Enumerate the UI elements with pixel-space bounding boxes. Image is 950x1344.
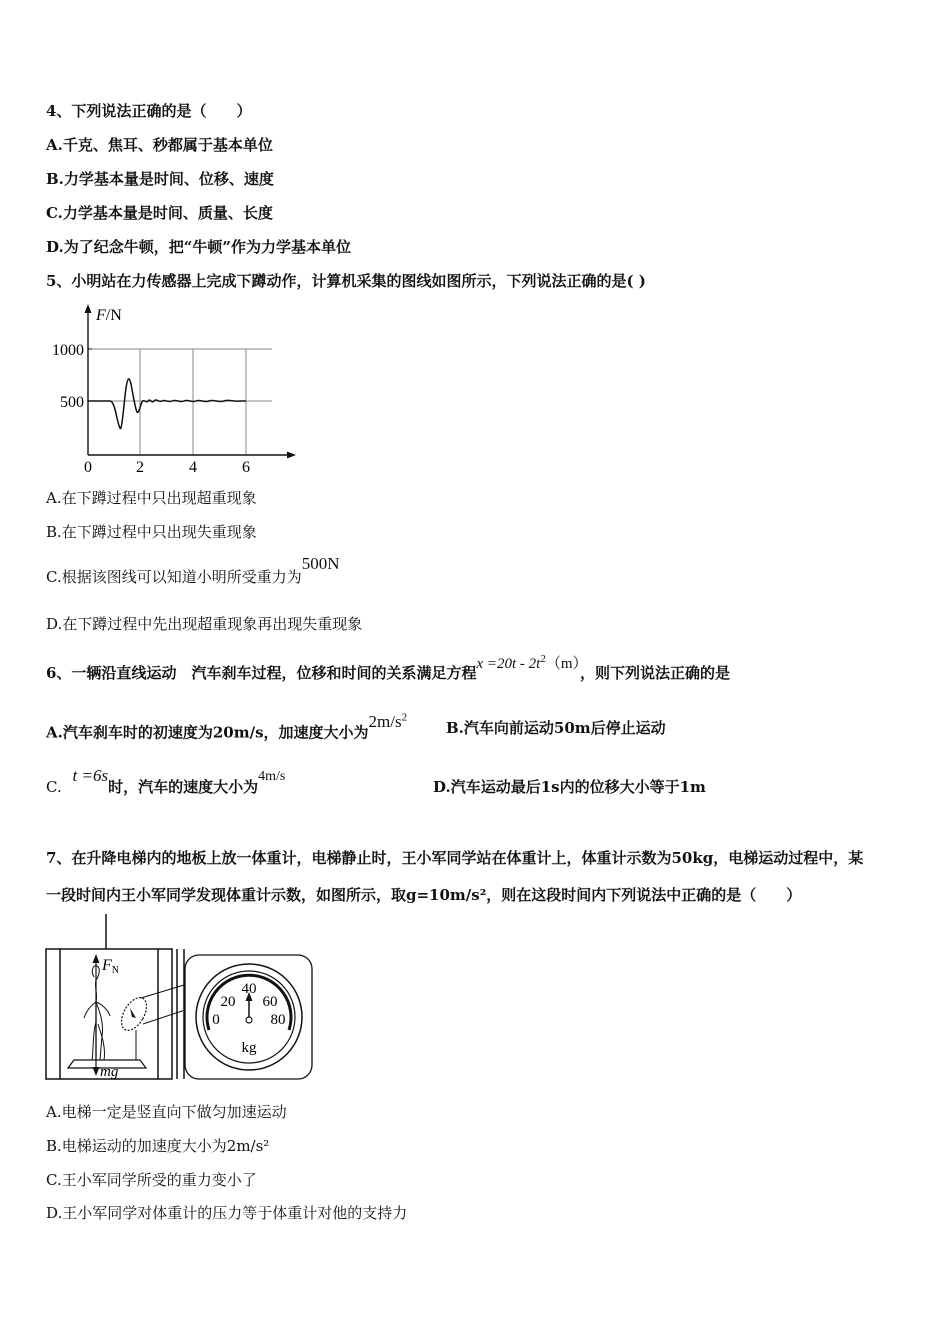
dial-hub — [246, 1017, 252, 1023]
q7-stem-line2: 一段时间内王小军同学发现体重计示数，如图所示，取g=10m/s²，则在这段时间内下列说法中正确的是（ ） — [46, 886, 802, 904]
q6-equation — [476, 653, 580, 672]
q6-option-a-exp: 2 — [401, 711, 408, 723]
q6-stem — [46, 653, 731, 684]
q5-option-c-text: C.根据该图线可以知道小明所受重力为 — [46, 568, 302, 586]
q6-equation-exp: 2 — [540, 653, 546, 665]
q5-option-c — [46, 554, 340, 587]
dial-tick-20: 20 — [220, 994, 236, 1010]
q5-option-a: A.在下蹲过程中只出现超重现象 — [46, 489, 257, 507]
y-tick-label-1000: 1000 — [52, 342, 84, 359]
person-figure — [92, 966, 102, 1060]
x-tick-label-6: 6 — [242, 459, 250, 476]
q6-equation-main: x =20t - 2t — [476, 656, 541, 672]
dial-tick-40: 40 — [241, 981, 257, 997]
dial-unit: kg — [241, 1040, 257, 1056]
dial-tick-80: 80 — [270, 1012, 286, 1028]
q4-stem: 4、下列说法正确的是（ ） — [46, 102, 252, 120]
q7-option-a: A.电梯一定是竖直向下做匀加速运动 — [46, 1103, 287, 1121]
small-dial — [116, 993, 151, 1034]
q6-option-c-condition: t =6s — [72, 766, 109, 785]
dial-tick-60: 60 — [262, 994, 278, 1010]
y-tick-label-500: 500 — [60, 394, 84, 411]
q6-option-a-text: A.汽车刹车时的初速度为20m/s，加速度大小为 — [46, 723, 369, 742]
q4-option-a: A.千克、焦耳、秒都属于基本单位 — [46, 136, 273, 154]
person-limbs — [84, 1002, 110, 1060]
q6-option-c — [46, 766, 286, 799]
q7-option-d: D.王小军同学对体重计的压力等于体重计对他的支持力 — [46, 1204, 408, 1222]
q6-stem-prefix: 6、一辆沿直线运动 汽车刹车过程，位移和时间的关系满足方程 — [46, 664, 477, 682]
elevator-scale-figure — [44, 912, 316, 1084]
q6-option-a — [46, 711, 408, 743]
q6-option-c-value: 4m/s — [258, 769, 286, 784]
q6-stem-suffix: ，则下列说法正确的是 — [580, 664, 731, 682]
q5-stem: 5、小明站在力传感器上完成下蹲动作，计算机采集的图线如图所示，下列说法正确的是( ) — [46, 272, 646, 290]
q6-option-c-text: 时，汽车的速度大小为 — [108, 778, 259, 796]
q6-option-a-value-text: 2m/s — [368, 711, 402, 731]
q4-option-b: B.力学基本量是时间、位移、速度 — [46, 170, 274, 188]
x-tick-label-2: 2 — [136, 459, 144, 476]
y-axis-arrow — [85, 304, 92, 313]
q5-option-c-value: 500N — [301, 554, 340, 573]
q6-option-c-label: C. — [46, 778, 62, 796]
dial-tick-0: 0 — [212, 1012, 220, 1028]
q7-stem-line1: 7、在升降电梯内的地板上放一体重计，电梯静止时，王小军同学站在体重计上，体重计示数为50kg，电梯运动过程中，某 — [46, 849, 864, 867]
q5-option-d: D.在下蹲过程中先出现超重现象再出现失重现象 — [46, 615, 363, 633]
q5-option-b: B.在下蹲过程中只出现失重现象 — [46, 523, 257, 541]
q6-option-b: B.汽车向前运动50m后停止运动 — [446, 719, 666, 737]
q7-option-c: C.王小军同学所受的重力变小了 — [46, 1171, 257, 1189]
x-tick-label-0: 0 — [84, 459, 92, 476]
force-time-graph — [44, 300, 304, 480]
q6-option-d: D.汽车运动最后1s内的位移大小等于1m — [433, 778, 706, 796]
x-axis-arrow — [287, 452, 296, 459]
normal-force-arrowhead — [93, 954, 100, 963]
weight-label: mg — [100, 1064, 119, 1080]
x-tick-label-4: 4 — [189, 459, 197, 476]
force-curve — [88, 379, 246, 429]
q4-option-d: D.为了纪念牛顿，把“牛顿”作为力学基本单位 — [46, 238, 351, 256]
q6-option-a-value — [369, 712, 408, 731]
q6-equation-unit: （m） — [545, 656, 580, 672]
q7-option-b: B.电梯运动的加速度大小为2m/s² — [46, 1137, 270, 1155]
q4-option-c: C.力学基本量是时间、质量、长度 — [46, 204, 273, 222]
force-label: FN — [102, 957, 120, 976]
y-axis-label: F/N — [96, 307, 122, 324]
